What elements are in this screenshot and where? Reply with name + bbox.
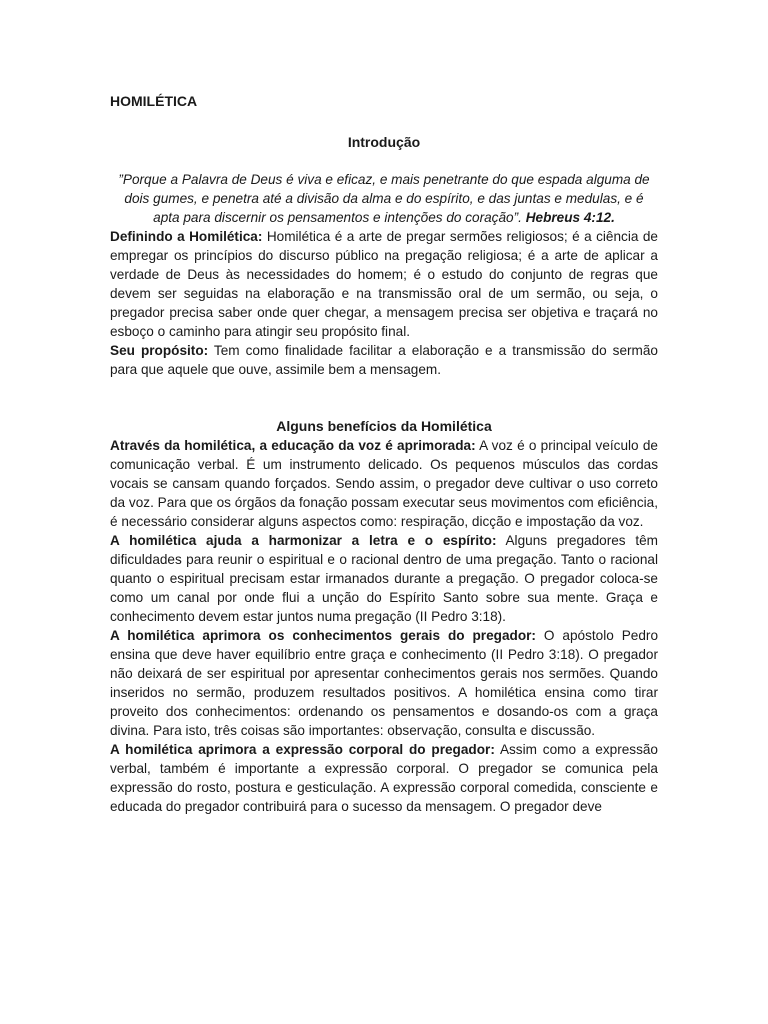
- epigraph-quote: ”Porque a Palavra de Deus é viva e eficaz, e mais penetrante do que espada alguma de dois gumes, e penetra até a divisão da alma e do espírito, e das juntas e medulas, e é apta para discernir os pensamentos e intenções do coração”.: [118, 172, 650, 225]
- definition-text: Homilética é a arte de pregar sermões religiosos; é a ciência de empregar os princípios do discurso público na pregação religiosa; é a arte de aplicar a verdade de Deus às necessidades do homem; é o estudo do conjunto de regras que devem ser seguidas na elaboração e na transmissão oral de um sermão, ou seja, o pregador precisa saber onde quer chegar, a mensagem precisa ser objetiva e traçará no esboço o caminho para atingir seu propósito final.: [110, 229, 658, 339]
- benefit-text: A voz é o principal veículo de comunicação verbal. É um instrumento delicado. Os pequenos músculos das cordas vocais se cansam quando forçados. Sendo assim, o pregador deve cultivar o uso correto da voz. Para que os órgãos da fonação possam executar seus movimentos com eficiência, é necessário considerar alguns aspectos como: respiração, dicção e impostação da voz.: [110, 438, 658, 529]
- benefit-lead: Através da homilética, a educação da voz é aprimorada:: [110, 438, 476, 453]
- benefit-lead: A homilética ajuda a harmonizar a letra e o espírito:: [110, 533, 497, 548]
- benefit-text: O apóstolo Pedro ensina que deve haver equilíbrio entre graça e conhecimento (II Pedro 3:18). O pregador não deixará de ser espiritual por apresentar conhecimentos gerais nos sermões. Quando inseridos no sermão, produzem resultados positivos. A homilética ensina como tirar proveito dos conhecimentos: ordenando os pensamentos e dosando-os com a graça divina. Para isto, três coisas são importantes: observação, consulta e discussão.: [110, 628, 659, 738]
- benefit-text: Assim como a expressão verbal, também é importante a expressão corporal. O pregador se comunica pela expressão do rosto, postura e gesticulação. A expressão corporal comedida, consciente e educada do pregador contribuirá para o sucesso da mensagem. O pregador deve: [110, 742, 658, 814]
- benefit-lead: A homilética aprimora a expressão corporal do pregador:: [110, 742, 495, 757]
- benefit-paragraph-body-expression: [110, 740, 658, 816]
- intro-heading: Introdução: [347, 134, 421, 150]
- benefit-paragraph-voice: [110, 436, 658, 531]
- epigraph-reference: Hebreus 4:12.: [525, 210, 615, 225]
- purpose-lead: Seu propósito:: [110, 343, 209, 358]
- purpose-text: Tem como finalidade facilitar a elaboração e a transmissão do sermão para que aquele que ouve, assimile bem a mensagem.: [110, 343, 658, 377]
- benefit-text: Alguns pregadores têm dificuldades para reunir o espiritual e o racional dentro de uma pregação. Tanto o racional quanto o espiritual precisam estar irmanados durante a pregação. O pregador coloca-se como um canal por onde flui a unção do Espírito Santo sobre sua mente. Graça e conhecimento devem estar juntos numa pregação (II Pedro 3:18).: [110, 533, 659, 624]
- document-page: [110, 92, 658, 816]
- benefit-lead: A homilética aprimora os conhecimentos gerais do pregador:: [110, 628, 536, 643]
- benefit-paragraph-knowledge: [110, 626, 658, 740]
- definition-paragraph: [110, 227, 658, 341]
- epigraph: [110, 170, 658, 227]
- benefits-heading: Alguns benefícios da Homilética: [276, 418, 492, 434]
- definition-lead: Definindo a Homilética:: [110, 229, 263, 244]
- document-title: HOMILÉTICA: [110, 93, 198, 109]
- purpose-paragraph: [110, 341, 658, 379]
- benefit-paragraph-harmony: [110, 531, 658, 626]
